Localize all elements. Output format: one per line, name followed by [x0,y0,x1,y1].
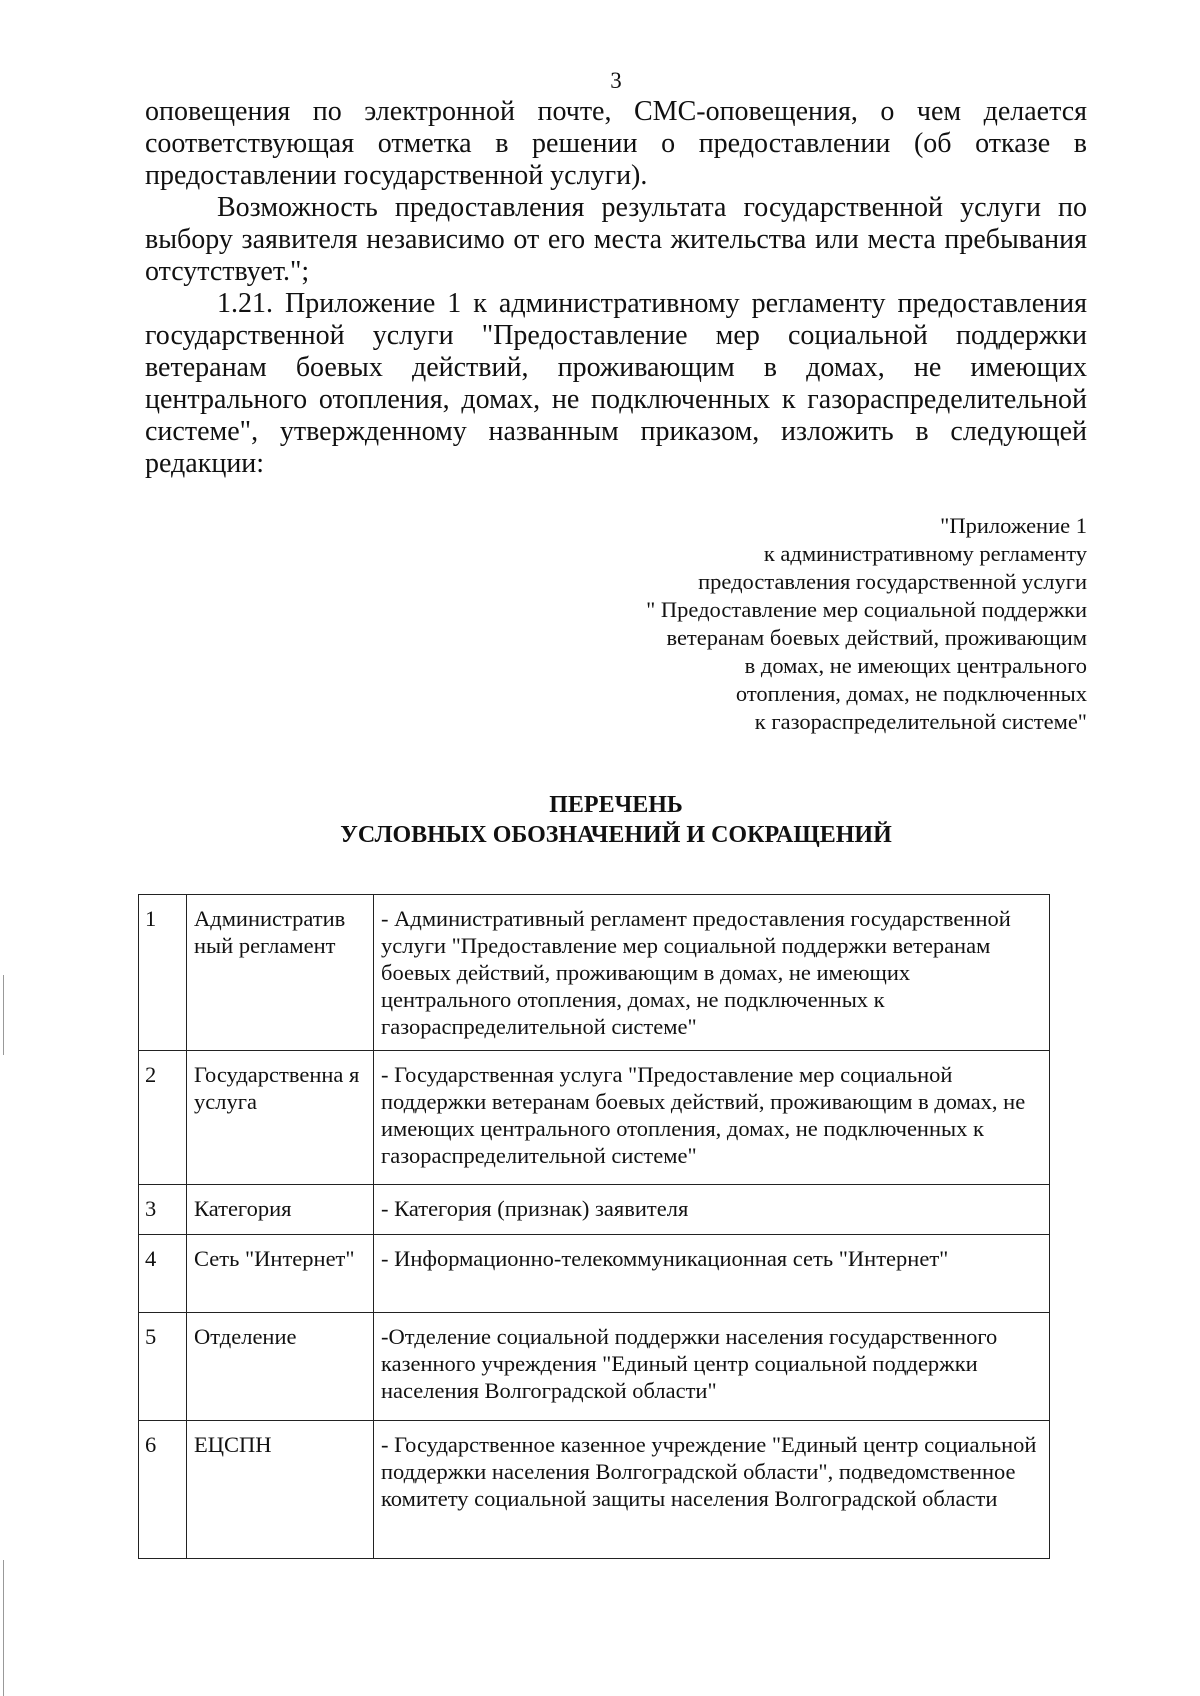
row-number: 3 [139,1185,187,1235]
body-text [145,96,1087,480]
table-row [139,1051,1050,1185]
scan-edge-mark [3,1560,4,1696]
row-number: 2 [139,1051,187,1185]
appendix-line: ветеранам боевых действий, проживающим [666,625,1087,650]
paragraph-notification: оповещения по электронной почте, СМС-оповещения, о чем делается соответствующая отметка в решении о предоставлении (об отказе в предоставлении государственной услуги). [145,96,1087,191]
abbreviations-table [138,894,1050,1559]
row-number: 4 [139,1235,187,1313]
appendix-line: " Предоставление мер социальной поддержки [646,597,1087,622]
appendix-line: отопления, домах, не подключенных [735,681,1087,706]
appendix-line: "Приложение 1 [940,513,1087,538]
row-term: Категория [187,1185,374,1235]
row-definition: - Государственное казенное учреждение "Единый центр социальной поддержки населения Волгоградской области", подведомственное комитету социальной защиты населения Волгоградской области [374,1421,1050,1559]
row-term: Сеть "Интернет" [187,1235,374,1313]
table-row [139,1185,1050,1235]
row-definition: - Информационно-телекоммуникационная сеть "Интернет" [374,1235,1050,1313]
row-term: Отделение [187,1313,374,1421]
row-definition: - Административный регламент предоставления государственной услуги "Предоставление мер социальной поддержки ветеранам боевых действий, проживающим в домах, не имеющих центрального отопления, домах, не подключенных к газораспределительной системе" [374,895,1050,1051]
row-definition: -Отделение социальной поддержки населения государственного казенного учреждения "Единый центр социальной поддержки населения Волгоградской области" [374,1313,1050,1421]
table-row [139,895,1050,1051]
scan-edge-mark [3,975,4,1055]
table-row [139,1421,1050,1559]
appendix-line: к газораспределительной системе" [754,709,1087,734]
table-row [139,1313,1050,1421]
appendix-line: предоставления государственной услуги [698,569,1087,594]
row-definition: - Государственная услуга "Предоставление мер социальной поддержки ветеранам боевых действий, проживающим в домах, не имеющих центрального отопления, домах, не подключенных к газораспределительной системе" [374,1051,1050,1185]
appendix-heading [646,512,1087,736]
paragraph-result-possibility: Возможность предоставления результата государственной услуги по выбору заявителя независимо от его места жительства или места пребывания отсутствует."; [145,192,1087,287]
paragraph-amendment-1-21: 1.21. Приложение 1 к административному регламенту предоставления государственной услуги "Предоставление мер социальной поддержки ветеранам боевых действий, проживающим в домах, не имеющих центрального отопления, домах, не подключенных к газораспределительной системе", утвержденному названным приказом, изложить в следующей редакции: [145,288,1087,479]
page-number: 3 [610,68,622,93]
row-term: Государственна я услуга [187,1051,374,1185]
row-number: 1 [139,895,187,1051]
table-row [139,1235,1050,1313]
row-number: 6 [139,1421,187,1559]
row-term: ЕЦСПН [187,1421,374,1559]
appendix-line: в домах, не имеющих центрального [744,653,1087,678]
title-line-2: УСЛОВНЫХ ОБОЗНАЧЕНИЙ И СОКРАЩЕНИЙ [340,822,892,848]
title-line-1: ПЕРЕЧЕНЬ [549,792,683,818]
list-title [0,790,1200,850]
appendix-line: к административному регламенту [763,541,1087,566]
row-definition: - Категория (признак) заявителя [374,1185,1050,1235]
row-term: Административ ный регламент [187,895,374,1051]
row-number: 5 [139,1313,187,1421]
